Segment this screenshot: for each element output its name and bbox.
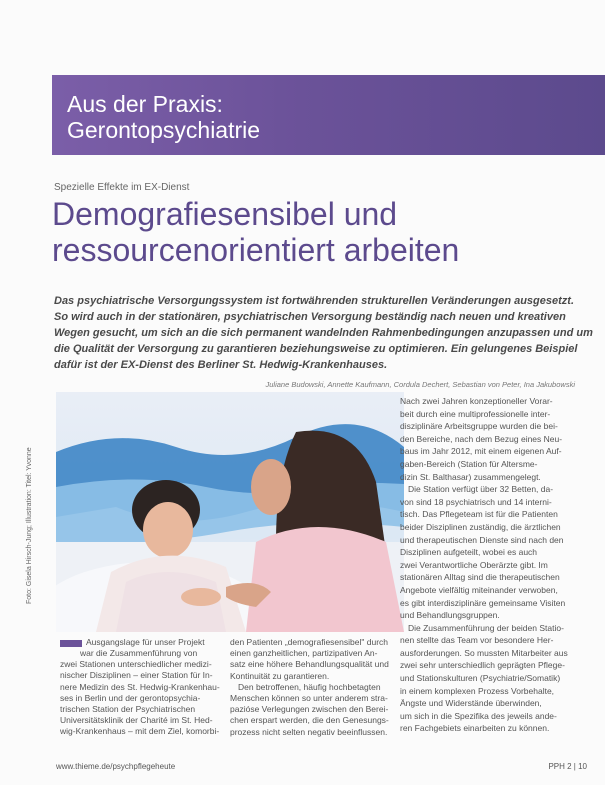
text-line: einen ganzheitlichen, partizipativen An- — [230, 648, 378, 659]
text-line: baus im Jahr 2012, mit einem eigenen Auf- — [400, 446, 562, 457]
text-line: stationären Alltag sind die therapeutischen — [400, 572, 560, 583]
section-marker — [60, 640, 82, 647]
text-line: Ausgangslage für unser Projekt — [86, 637, 205, 647]
text-line: Universitätsklinik der Charité im St. Hed- — [60, 715, 213, 726]
text-line: von sind 18 psychiatrisch und 14 interni- — [400, 496, 552, 507]
text-line: satz eine höhere Behandlungsqualität und — [230, 659, 389, 670]
text-line: trischen Station der Psychiatrischen — [60, 704, 196, 715]
text-line: pazióse Verlegungen zwischen den Berei- — [230, 704, 389, 715]
column-1-first-line — [86, 637, 205, 648]
lead-line: dafür ist der EX-Dienst des Berliner St. Hedwig-Krankenhauses. — [54, 359, 388, 371]
text-line: beit durch eine multiprofessionelle inter- — [400, 408, 551, 419]
text-line: es gibt interdisziplinäre gemeinsame Visiten — [400, 597, 566, 608]
author-line: Juliane Budowski, Annette Kaufmann, Cordula Dechert, Sebastian von Peter, Ina Jakubowski — [265, 380, 575, 389]
text-line: Disziplinen aufgeteilt, wobei es auch — [400, 547, 538, 558]
text-line: den Patienten „demografiesensibel" durch — [230, 637, 389, 647]
text-line: Ängste und Widerstände überwinden, — [400, 698, 542, 709]
column-1 — [60, 648, 220, 738]
text-line: prozess nicht selten negativ beeinflussen. — [230, 726, 388, 737]
photo-credit: Foto: Gisela Hirsch-Jung; Illustration: Titel: Yvonne — [26, 447, 33, 604]
text-line: Die Zusammenführung der beiden Statio- — [408, 622, 564, 633]
text-line: tisch. Das Pflegeteam ist für die Patienten — [400, 509, 558, 520]
section-label: Aus der Praxis: — [67, 91, 223, 117]
lead-line: So wird auch in der stationären, psychiatrischen Versorgung beständig nach neuen und kreativen — [54, 311, 566, 323]
text-line: war die Zusammenführung von — [80, 648, 198, 658]
column-3 — [400, 395, 568, 735]
text-line: und Behandlungsgruppen. — [400, 610, 500, 621]
text-line: und therapeutischen Dienste sind nach den — [400, 534, 564, 545]
section-title: Gerontopsychiatrie — [67, 117, 261, 143]
text-line: disziplinäre Arbeitsgruppe wurden die bei- — [400, 421, 558, 432]
text-line: Angebote vielfältig miteinander verwoben, — [400, 584, 558, 595]
text-line: nischer Disziplinen – einer Station für In- — [60, 670, 213, 681]
text-line: dizin St. Balthasar) zusammengelegt. — [400, 471, 541, 482]
text-line: zwei sehr unterschiedlich geprägten Pflege- — [400, 660, 565, 671]
nurse-patient-illustration — [56, 392, 404, 632]
text-line: zwei Stationen unterschiedlicher medizi- — [60, 659, 212, 670]
text-line: ses in Berlin und der gerontopsychia- — [60, 692, 201, 703]
column-2 — [230, 637, 389, 738]
text-line: zwei Verantwortliche Oberärzte gibt. Im — [400, 559, 548, 570]
text-line: Kontinuität zu garantieren. — [230, 670, 330, 681]
lead-line: die Qualität der Versorgung zu garantieren beziehungsweise zu optimieren. Ein gelungenes Beispiel — [54, 343, 578, 355]
headline-line-1: Demografiesensibel und — [52, 196, 398, 232]
lead-line: Das psychiatrische Versorgungssystem ist fortwährenden strukturellen Veränderungen ausgesetzt. — [54, 295, 575, 307]
text-line: beider Disziplinen zuständig, die ärztlichen — [400, 521, 561, 532]
article-photo — [56, 392, 404, 632]
text-line: und Stationskulturen (Psychiatrie/Somatik) — [400, 673, 561, 684]
text-line: Die Station verfügt über 32 Betten, da- — [408, 484, 554, 495]
text-line: gaben-Bereich (Station für Altersme- — [400, 458, 538, 469]
text-line: nere Medizin des St. Hedwig-Krankenhau- — [60, 681, 220, 692]
footer-page-number: PPH 2 | 10 — [548, 762, 587, 771]
footer-url[interactable]: www.thieme.de/psychpflegeheute — [56, 762, 176, 771]
text-line: in einem komplexen Prozess Vorbehalte, — [400, 685, 555, 696]
section-banner — [52, 75, 605, 155]
headline-line-2: ressourcenorientiert arbeiten — [52, 232, 460, 268]
text-line: nen stellte das Team vor besondere Her- — [400, 635, 554, 646]
text-line: Menschen können so unter anderem stra- — [230, 693, 388, 704]
text-line: ren Fachgebiets einarbeiten zu können. — [400, 723, 550, 734]
kicker: Spezielle Effekte im EX-Dienst — [54, 182, 190, 193]
text-line: Den betroffenen, häufig hochbetagten — [238, 681, 381, 692]
text-line: den Bereiche, nach dem Bezug eines Neu- — [400, 433, 563, 444]
lead-line: Wegen gesucht, um sich an die sich permanent wandelnden Rahmenbedingungen anzupassen und um — [54, 327, 593, 339]
text-line: chen erspart werden, die den Genesungs- — [230, 715, 389, 726]
text-line: Nach zwei Jahren konzeptioneller Vorar- — [400, 396, 553, 406]
text-line: um sich in die Spezifika des jeweils ande- — [400, 710, 557, 721]
text-line: ausforderungen. So mussten Mitarbeiter aus — [400, 647, 568, 658]
text-line: wig-Krankenhaus – mit dem Ziel, komorbi- — [60, 726, 220, 737]
